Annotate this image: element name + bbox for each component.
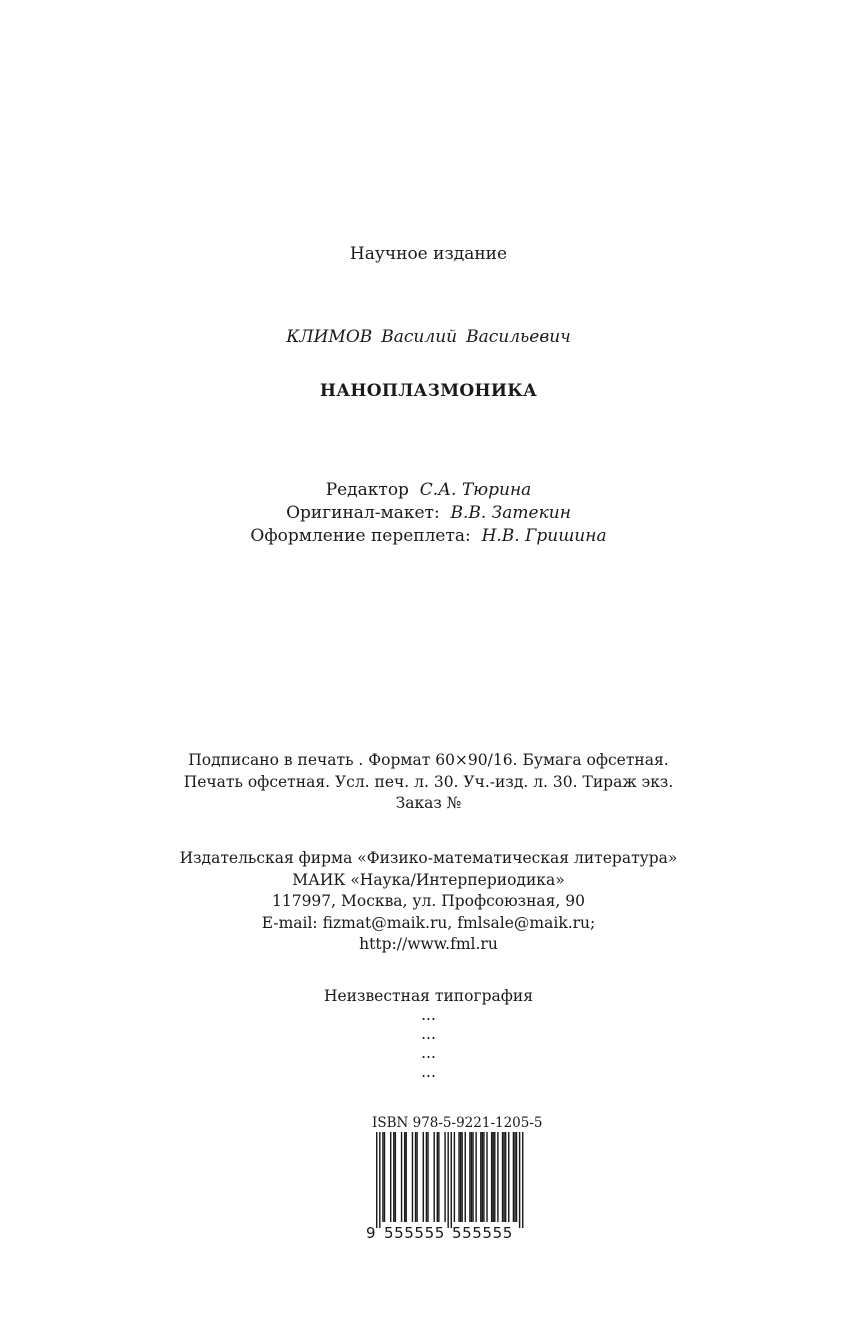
barcode-bar [465,1132,466,1222]
barcode-bar [469,1132,470,1222]
barcode-bar [480,1132,481,1222]
barcode-bar [513,1132,514,1222]
barcode-bars [376,1132,523,1228]
barcode-bar [508,1132,509,1222]
printer-line: ... [421,1006,436,1024]
barcode-bar [460,1132,461,1222]
barcode-bar [522,1132,523,1228]
credit-role: Оригинал-макет: [286,503,440,523]
author-given-name: Василий [381,327,458,347]
isbn-label: ISBN 978-5-9221-1205-5 [372,1115,543,1131]
barcode-bar [390,1132,391,1222]
publisher-email: E-mail: fizmat@maik.ru, fmlsale@maik.ru; [261,913,596,932]
publisher-line: Издательская фирма «Физико-математическая литература» [179,849,678,867]
credit-editor [0,479,857,502]
barcode [364,1132,524,1240]
credit-cover-design [0,525,857,548]
credit-name: Н.В. Гришина [481,526,607,546]
credit-layout [0,502,857,525]
printer-line: ... [421,1044,436,1062]
credit-name: В.В. Затекин [450,503,571,523]
printer-line: ... [421,1063,436,1081]
barcode-bar [438,1132,439,1222]
barcode-bar [423,1132,424,1222]
barcode-bar [451,1132,452,1228]
barcode-bar [497,1132,498,1222]
barcode-bar [475,1132,476,1222]
imprint-line: Заказ № [395,794,462,812]
book-title: НАНОПЛАЗМОНИКА [319,381,538,401]
barcode-bar [395,1132,396,1222]
barcode-bar [406,1132,407,1222]
barcode-bar [412,1132,413,1222]
publisher-website: http://www.fml.ru [359,935,498,953]
barcode-bar [401,1132,402,1222]
barcode-bar [502,1132,503,1222]
barcode-bar [433,1132,434,1222]
credit-name: С.А. Тюрина [419,480,532,500]
author-line [0,327,857,347]
author-surname: КЛИМОВ [286,327,373,347]
barcode-bar [426,1132,427,1222]
barcode-bar [483,1132,484,1222]
credit-role: Оформление переплета: [250,526,471,546]
printer-line: ... [421,1025,436,1043]
barcode-bar [376,1132,377,1228]
barcode-bar [486,1132,487,1222]
printer-name: Неизвестная типография [323,987,533,1005]
credit-role: Редактор [325,480,409,500]
barcode-bar [404,1132,405,1222]
imprint-block [0,750,857,815]
barcode-bar [472,1132,473,1222]
barcode-bar [494,1132,495,1222]
barcode-bar [416,1132,417,1222]
imprint-line: Печать офсетная. Усл. печ. л. 30. Уч.-изд. л. 30. Тираж экз. [183,772,674,791]
barcode-bar [471,1132,472,1222]
barcode-bar [514,1132,515,1222]
publisher-block [0,848,857,956]
barcode-bar [454,1132,455,1222]
barcode-bar [379,1132,380,1228]
publisher-line: МАИК «Наука/Интерпериодика» [292,870,565,889]
barcode-bar [444,1132,445,1222]
barcode-bar [382,1132,383,1222]
barcode-bar [482,1132,483,1222]
barcode-bar [503,1132,504,1222]
imprint-line: Подписано в печать . Формат 60×90/16. Бумага офсетная. [188,751,669,769]
author-patronymic: Васильевич [466,327,571,347]
barcode-bar [384,1132,385,1222]
barcode-bar [516,1132,517,1222]
barcode-bar [437,1132,438,1222]
barcode-bar [447,1132,448,1228]
barcode-bar [393,1132,394,1222]
barcode-bar [458,1132,459,1222]
barcode-bar [415,1132,416,1222]
publisher-address: 117997, Москва, ул. Профсоюзная, 90 [271,892,586,910]
credits-block [0,479,857,548]
barcode-right-group: 555555 [452,1224,513,1240]
barcode-bar [491,1132,492,1222]
barcode-bar [519,1132,520,1228]
barcode-left-group: 555555 [384,1224,445,1240]
genre-label: Научное издание [349,244,508,264]
barcode-bar [427,1132,428,1222]
barcode-bar [505,1132,506,1222]
barcode-bar [461,1132,462,1222]
barcode-bar [493,1132,494,1222]
printer-block [0,987,857,1082]
barcode-first-digit: 9 [366,1224,376,1240]
